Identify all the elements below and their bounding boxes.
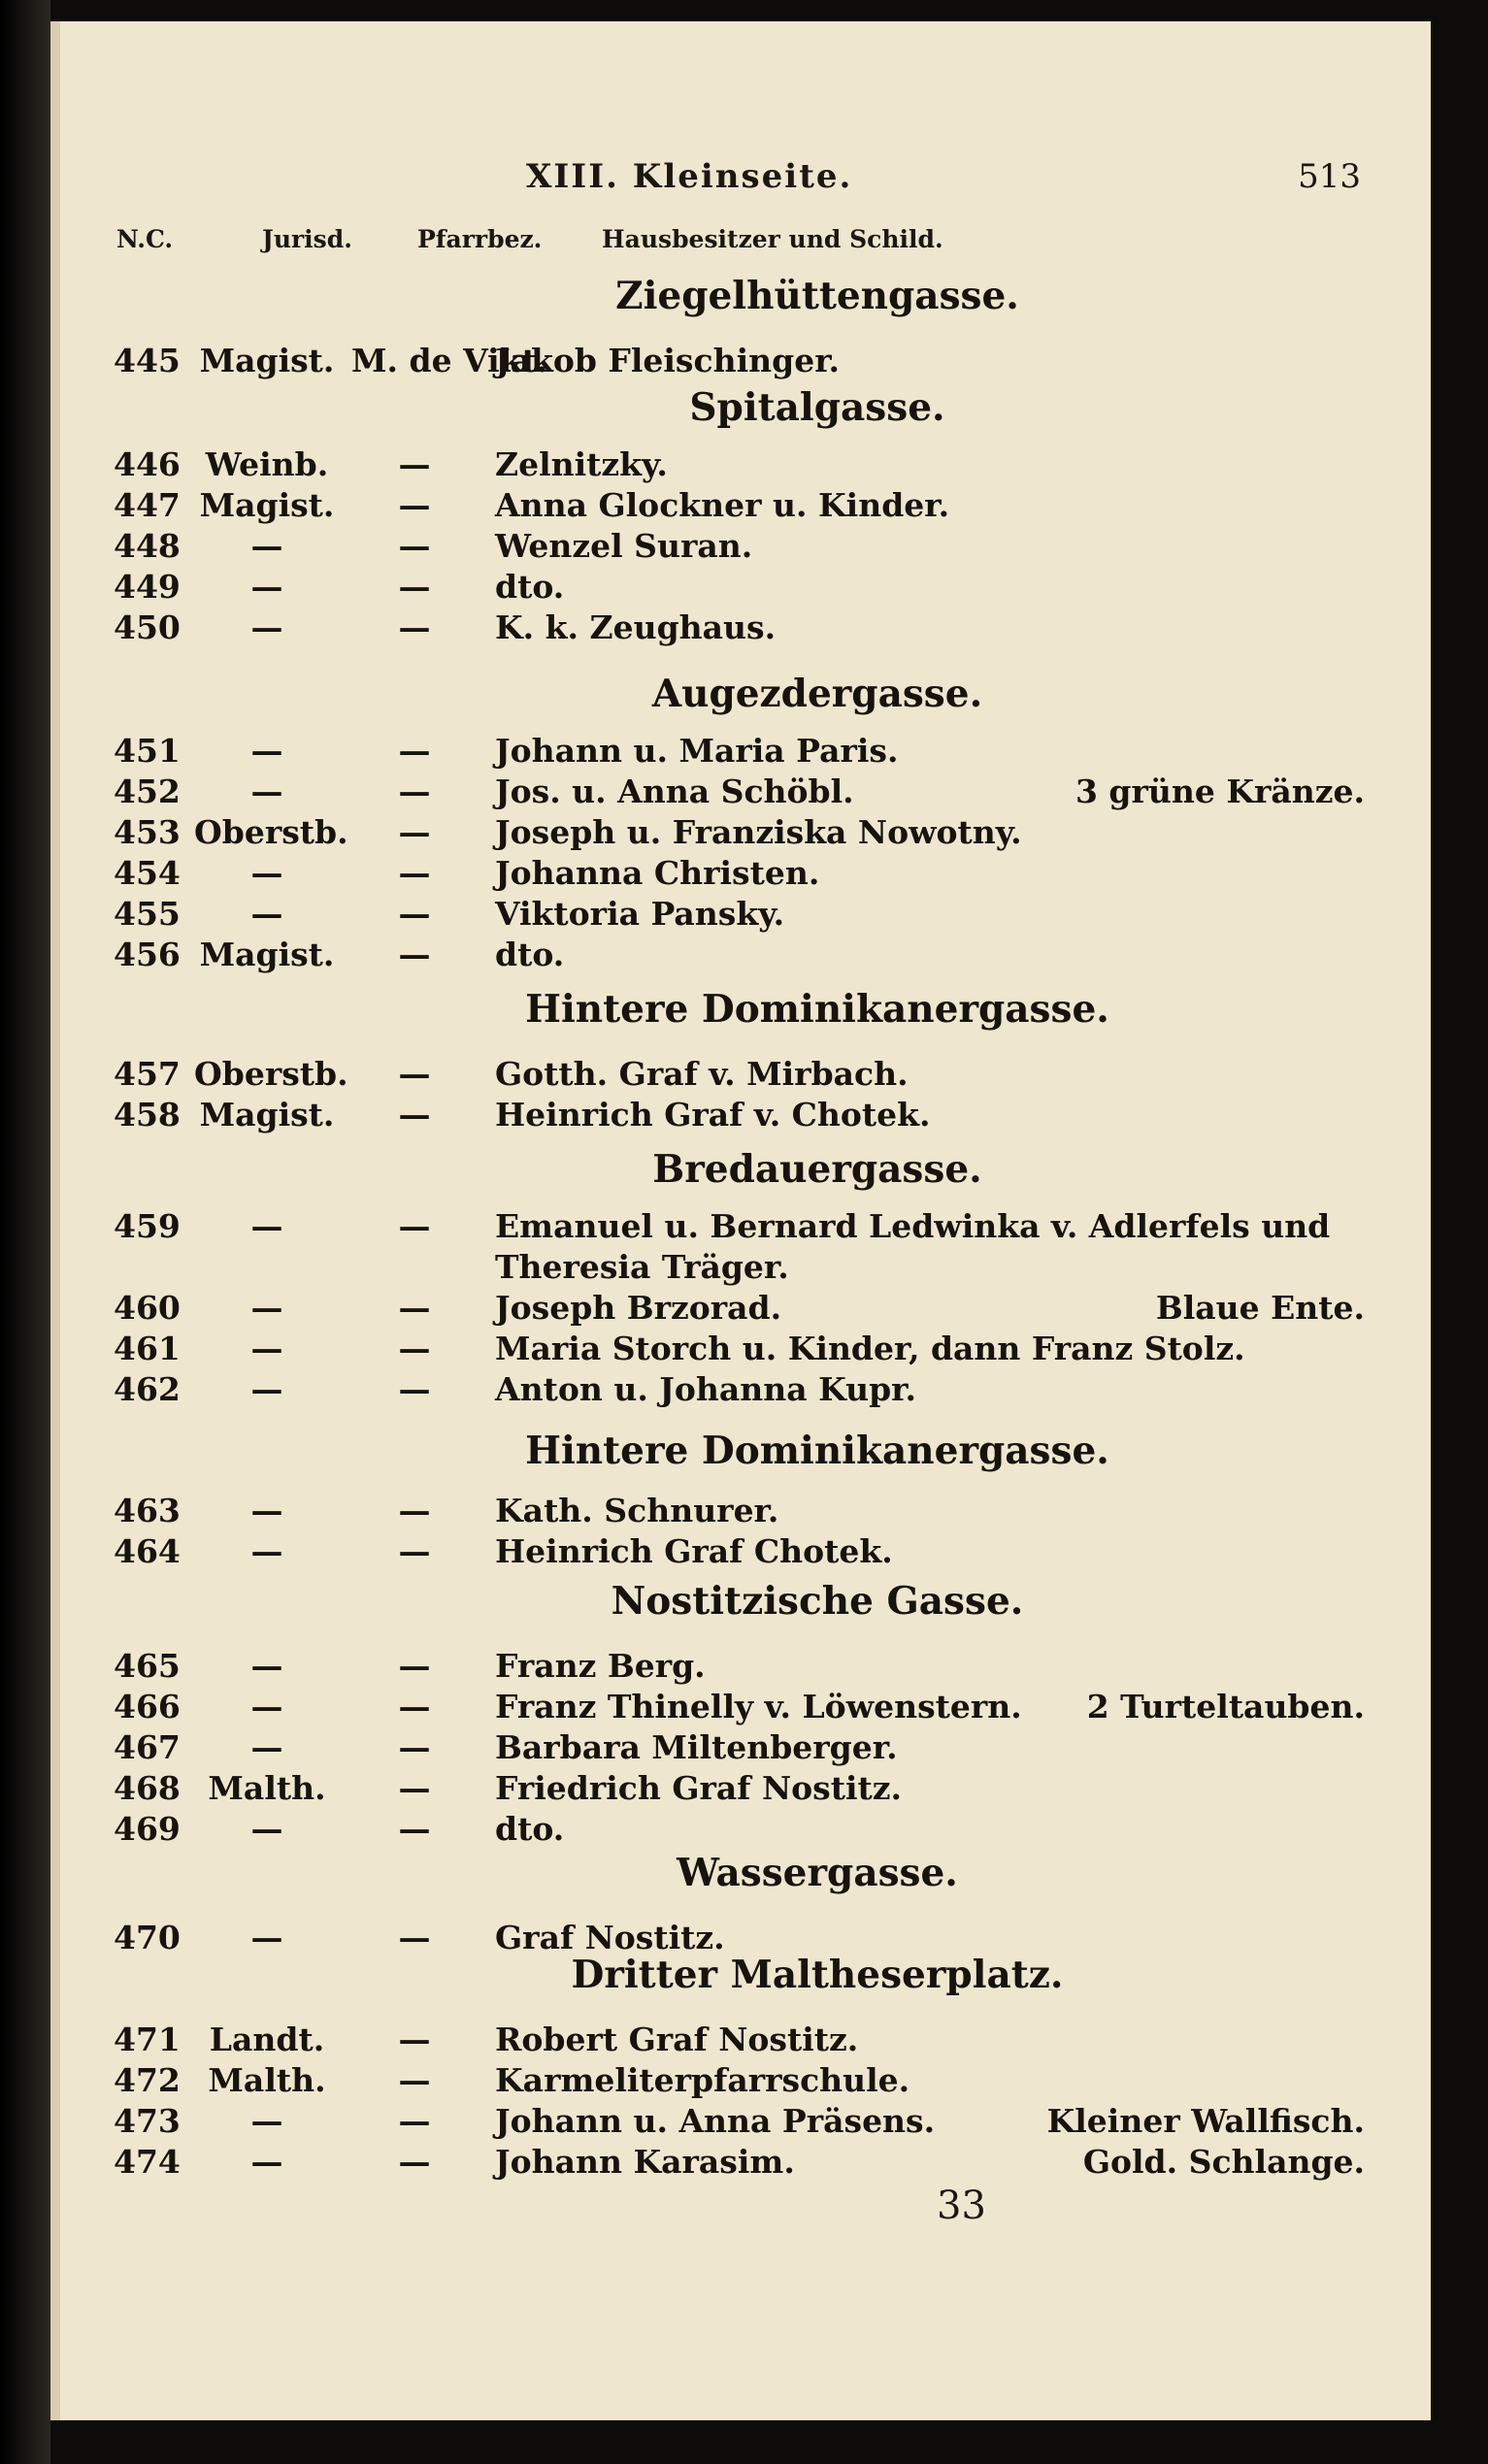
running-title: XIII. Kleinseite. <box>526 157 853 196</box>
directory-entries <box>60 21 1431 2420</box>
owner-name: Emanuel u. Bernard Ledwinka v. Adlerfels und <box>495 1207 1331 1245</box>
jurisdiction: — <box>250 1289 283 1327</box>
owner-name: Johann u. Anna Präsens. <box>495 2102 936 2140</box>
house-number: 452 <box>114 772 181 810</box>
jurisdiction: — <box>250 568 283 606</box>
owner-name: Karmeliterpfarrschule. <box>495 2061 910 2099</box>
jurisdiction: — <box>250 854 283 892</box>
column-header-number: N.C. <box>116 225 174 253</box>
house-number: 473 <box>114 2102 181 2140</box>
parish: — <box>398 772 431 810</box>
parish: — <box>398 2020 431 2058</box>
house-sign: 3 grüne Kränze. <box>1075 772 1365 810</box>
owner-name: Gotth. Graf v. Mirbach. <box>495 1055 909 1093</box>
house-entry-row <box>60 1096 1440 1134</box>
jurisdiction: — <box>250 1330 283 1367</box>
owner-name: Joseph u. Franziska Nowotny. <box>495 813 1022 851</box>
house-entry-row <box>60 1370 1440 1409</box>
house-number: 451 <box>114 732 181 770</box>
parish: — <box>398 732 431 770</box>
jurisdiction: — <box>250 732 283 770</box>
owner-name: Friedrich Graf Nostitz. <box>495 1769 902 1807</box>
jurisdiction: Magist. <box>199 1096 335 1133</box>
house-entry-row <box>60 1647 1440 1686</box>
house-entry-row <box>60 2061 1440 2100</box>
house-number: 446 <box>114 445 181 483</box>
jurisdiction: — <box>250 527 283 565</box>
owner-name: dto. <box>495 568 565 606</box>
jurisdiction: — <box>250 2102 283 2140</box>
owner-name: Johann u. Maria Paris. <box>495 732 899 770</box>
street-heading: Bredauergasse. <box>652 1147 982 1192</box>
parish: — <box>398 1370 431 1408</box>
house-number: 467 <box>114 1728 181 1766</box>
house-number: 454 <box>114 854 181 892</box>
parish: — <box>398 1532 431 1570</box>
owner-name: K. k. Zeughaus. <box>495 608 777 646</box>
jurisdiction: Magist. <box>199 936 335 973</box>
jurisdiction: — <box>250 1919 283 1956</box>
house-number: 463 <box>114 1492 181 1529</box>
house-entry-row <box>60 2020 1440 2059</box>
jurisdiction: — <box>250 772 283 810</box>
house-number: 445 <box>114 342 181 379</box>
house-number: 447 <box>114 486 181 524</box>
street-heading: Nostitzische Gasse. <box>611 1579 1024 1624</box>
house-entry-row <box>60 854 1440 893</box>
house-entry-row <box>60 342 1440 380</box>
street-heading: Dritter Maltheserplatz. <box>571 1953 1064 1997</box>
house-number: 469 <box>114 1810 181 1848</box>
parish: — <box>398 1647 431 1685</box>
house-entry-row <box>60 1688 1440 1726</box>
jurisdiction: — <box>250 1532 283 1570</box>
jurisdiction: — <box>250 1492 283 1529</box>
house-entry-row <box>60 1728 1440 1767</box>
house-entry-row <box>60 813 1440 852</box>
jurisdiction: — <box>250 1728 283 1766</box>
street-heading: Ziegelhüttengasse. <box>615 274 1019 318</box>
house-entry-row <box>60 486 1440 525</box>
owner-name: dto. <box>495 1810 565 1848</box>
house-number: 460 <box>114 1289 181 1327</box>
house-number: 455 <box>114 895 181 933</box>
jurisdiction: — <box>250 1810 283 1848</box>
street-heading: Augezdergasse. <box>651 672 983 716</box>
column-header-owner-sign: Hausbesitzer und Schild. <box>602 225 943 253</box>
parish: — <box>398 1728 431 1766</box>
parish: — <box>398 1810 431 1848</box>
owner-name: Joseph Brzorad. <box>495 1289 782 1327</box>
house-number: 465 <box>114 1647 181 1685</box>
house-number: 457 <box>114 1055 181 1093</box>
column-header-parish: Pfarrbez. <box>417 225 543 253</box>
owner-name: Heinrich Graf v. Chotek. <box>495 1096 931 1133</box>
house-number: 453 <box>114 813 181 851</box>
house-entry-row <box>60 1810 1440 1849</box>
parish: — <box>398 1688 431 1725</box>
owner-name: Anton u. Johanna Kupr. <box>495 1370 917 1408</box>
parish: — <box>398 854 431 892</box>
house-number: 450 <box>114 608 181 646</box>
jurisdiction: Oberstb. <box>194 1055 348 1093</box>
parish: — <box>398 895 431 933</box>
owner-name: dto. <box>495 936 565 973</box>
owner-name: Jakob Fleischinger. <box>495 342 841 379</box>
jurisdiction: — <box>250 2143 283 2181</box>
house-number: 449 <box>114 568 181 606</box>
house-entry-row <box>60 1055 1440 1094</box>
owner-name-continuation: Theresia Träger. <box>495 1248 789 1286</box>
house-entry-row <box>60 2102 1440 2141</box>
jurisdiction: Malth. <box>208 2061 326 2099</box>
street-heading: Hintere Dominikanergasse. <box>525 1429 1109 1473</box>
house-entry-row <box>60 1492 1440 1530</box>
house-entry-row <box>60 445 1440 484</box>
jurisdiction: Magist. <box>199 342 335 379</box>
jurisdiction: — <box>250 1370 283 1408</box>
parish: — <box>398 1492 431 1529</box>
house-entry-row <box>60 936 1440 974</box>
jurisdiction: Malth. <box>208 1769 326 1807</box>
jurisdiction: Landt. <box>209 2020 325 2058</box>
parish: — <box>398 2061 431 2099</box>
parish: — <box>398 936 431 973</box>
book-binding-edge <box>0 0 50 2464</box>
house-entry-row <box>60 2143 1440 2182</box>
owner-name: Heinrich Graf Chotek. <box>495 1532 893 1570</box>
owner-name: Kath. Schnurer. <box>495 1492 779 1529</box>
parish: — <box>398 486 431 524</box>
house-number: 462 <box>114 1370 181 1408</box>
jurisdiction: Magist. <box>199 486 335 524</box>
house-number: 472 <box>114 2061 181 2099</box>
house-number: 468 <box>114 1769 181 1807</box>
house-number: 456 <box>114 936 181 973</box>
parish: — <box>398 1207 431 1245</box>
house-sign: Kleiner Wallfisch. <box>1046 2102 1365 2140</box>
jurisdiction: — <box>250 608 283 646</box>
house-number: 471 <box>114 2020 181 2058</box>
house-number: 448 <box>114 527 181 565</box>
house-entry-row <box>60 1207 1440 1246</box>
parish: — <box>398 1919 431 1956</box>
owner-name: Viktoria Pansky. <box>495 895 785 933</box>
parish: — <box>398 1096 431 1133</box>
street-heading: Hintere Dominikanergasse. <box>525 987 1109 1032</box>
column-header-jurisdiction: Jurisd. <box>262 225 352 253</box>
jurisdiction: Oberstb. <box>194 813 348 851</box>
jurisdiction: — <box>250 1688 283 1725</box>
house-number: 458 <box>114 1096 181 1133</box>
owner-name: Maria Storch u. Kinder, dann Franz Stolz. <box>495 1330 1245 1367</box>
house-sign: Gold. Schlange. <box>1082 2143 1365 2181</box>
house-number: 459 <box>114 1207 181 1245</box>
street-heading: Wassergasse. <box>677 1851 958 1895</box>
parish: — <box>398 2102 431 2140</box>
house-sign: Blaue Ente. <box>1155 1289 1365 1327</box>
house-number: 464 <box>114 1532 181 1570</box>
owner-name: Robert Graf Nostitz. <box>495 2020 859 2058</box>
street-heading: Spitalgasse. <box>689 385 945 430</box>
house-entry-row <box>60 568 1440 607</box>
owner-name: Wenzel Suran. <box>495 527 753 565</box>
owner-name: Barbara Miltenberger. <box>495 1728 898 1766</box>
parish: — <box>398 1289 431 1327</box>
house-sign: 2 Turteltauben. <box>1086 1688 1365 1725</box>
jurisdiction: — <box>250 1647 283 1685</box>
house-entry-row <box>60 527 1440 566</box>
printer-signature-mark: 33 <box>937 2184 986 2228</box>
owner-name: Johann Karasim. <box>495 2143 795 2181</box>
parish: — <box>398 608 431 646</box>
jurisdiction: Weinb. <box>205 445 329 483</box>
owner-name: Graf Nostitz. <box>495 1919 725 1956</box>
parish: — <box>398 1055 431 1093</box>
owner-name: Anna Glockner u. Kinder. <box>495 486 950 524</box>
house-entry-row <box>60 1330 1440 1368</box>
house-entry-row <box>60 895 1440 934</box>
parish: M. de Vikt. <box>351 342 548 379</box>
jurisdiction: — <box>250 1207 283 1245</box>
house-number: 466 <box>114 1688 181 1725</box>
house-entry-row <box>60 1289 1440 1328</box>
house-number: 461 <box>114 1330 181 1367</box>
parish: — <box>398 1769 431 1807</box>
book-page <box>50 21 1431 2420</box>
owner-name: Franz Berg. <box>495 1647 706 1685</box>
owner-name: Johanna Christen. <box>495 854 820 892</box>
owner-name: Zelnitzky. <box>495 445 668 483</box>
house-entry-row <box>60 1532 1440 1571</box>
parish: — <box>398 2143 431 2181</box>
house-number: 474 <box>114 2143 181 2181</box>
parish: — <box>398 813 431 851</box>
house-entry-row <box>60 1919 1440 1957</box>
house-number: 470 <box>114 1919 181 1956</box>
page-number: 513 <box>1298 157 1361 196</box>
jurisdiction: — <box>250 895 283 933</box>
house-entry-row <box>60 1769 1440 1808</box>
house-entry-row <box>60 772 1440 811</box>
parish: — <box>398 445 431 483</box>
parish: — <box>398 568 431 606</box>
owner-name: Franz Thinelly v. Löwenstern. <box>495 1688 1022 1725</box>
house-entry-row <box>60 608 1440 647</box>
owner-name: Jos. u. Anna Schöbl. <box>495 772 854 810</box>
parish: — <box>398 527 431 565</box>
parish: — <box>398 1330 431 1367</box>
house-entry-row <box>60 732 1440 771</box>
